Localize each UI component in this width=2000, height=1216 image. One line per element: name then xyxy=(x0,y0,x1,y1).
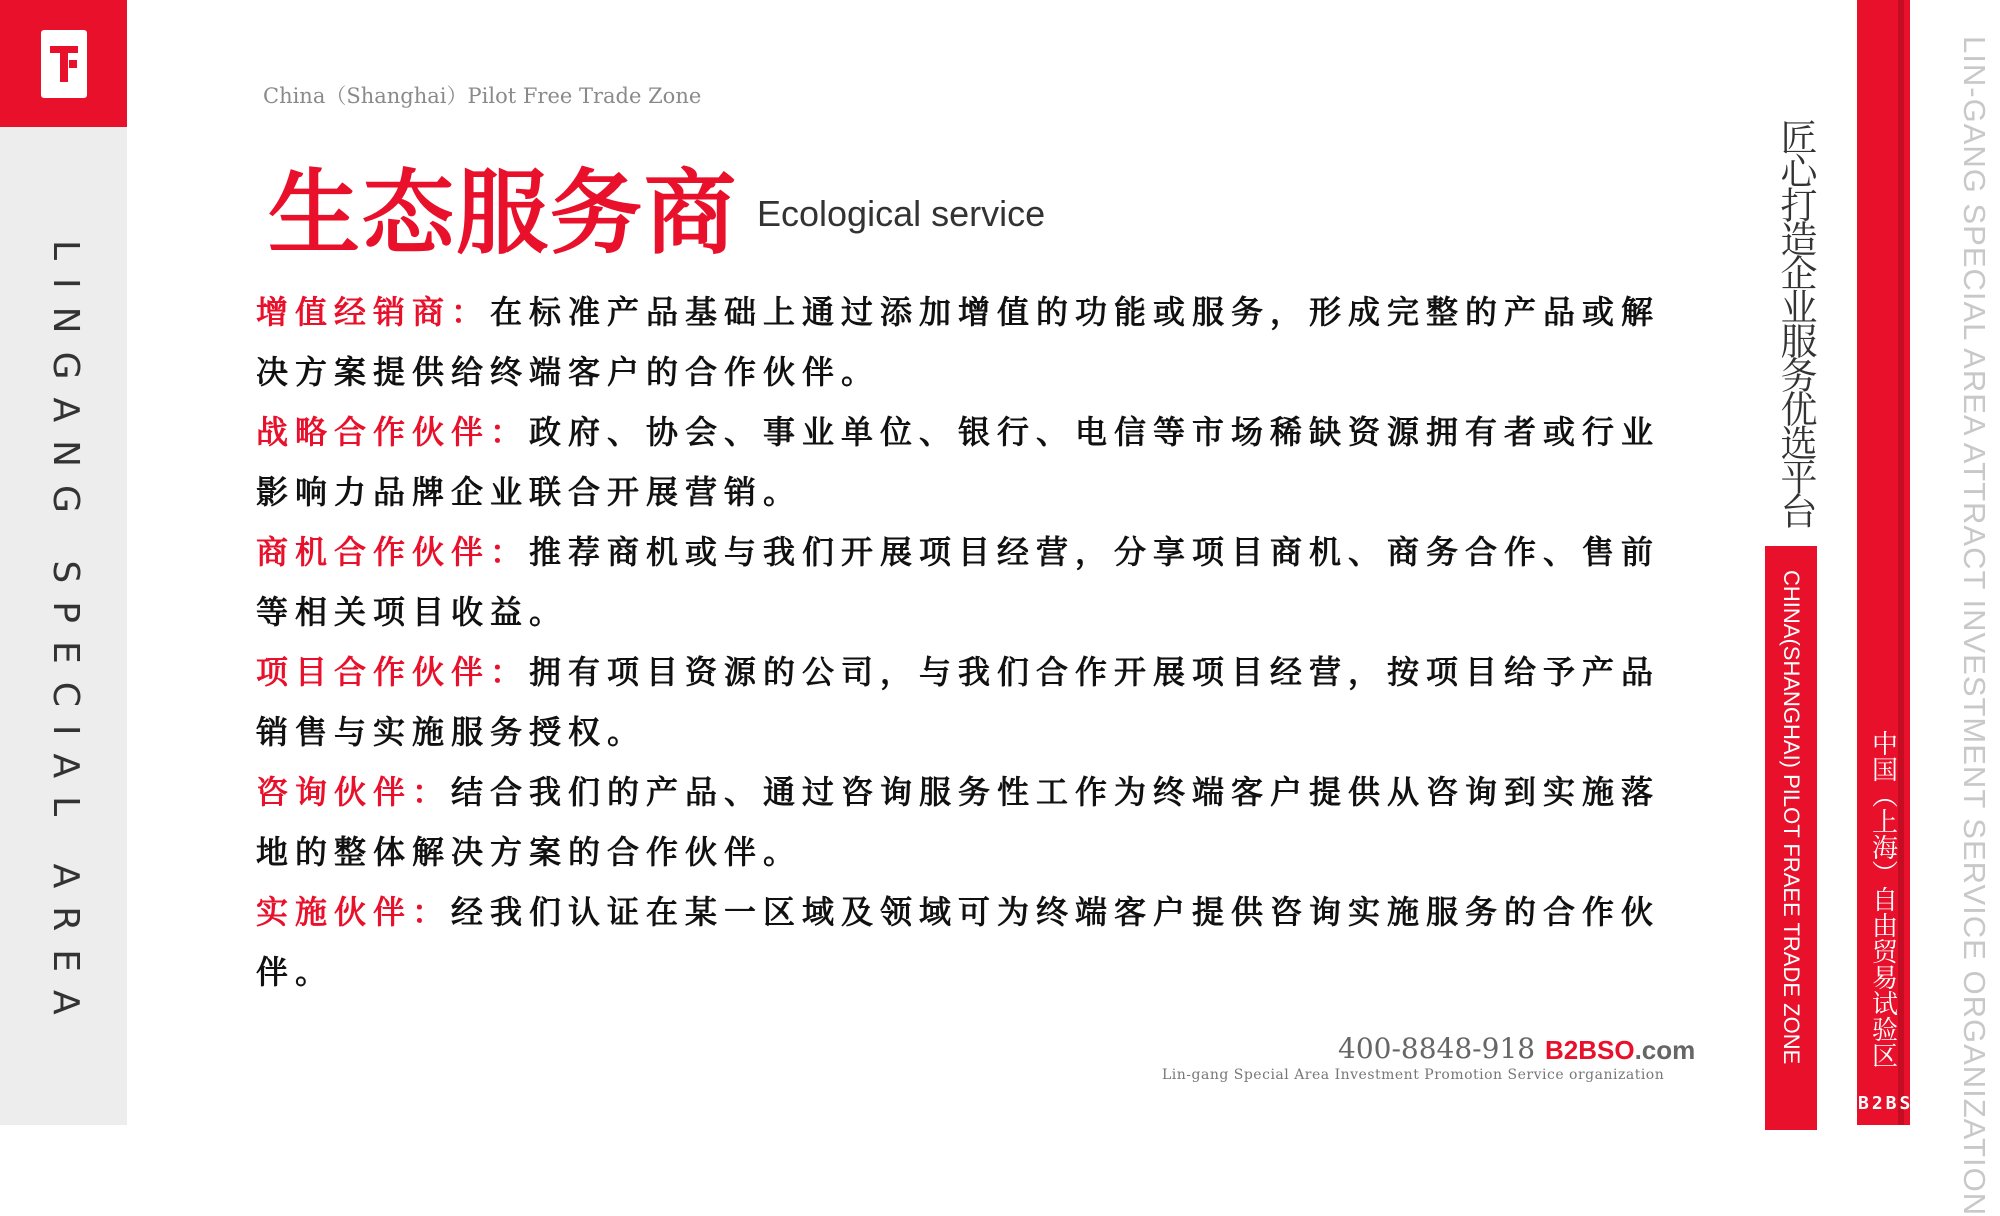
contact-phone[interactable]: 400-8848-918 xyxy=(1338,1032,1536,1065)
slogan-vertical: 匠心打造企业服务优选平台 xyxy=(1774,118,1817,526)
item-term: 商机合作伙伴： xyxy=(256,533,530,571)
list-item xyxy=(256,882,1686,1002)
item-desc: 在标准产品基础上通过添加增值的功能或服务，形成完整的产品或解决方案提供给终端客户的合作伙伴。 xyxy=(256,293,1661,391)
partner-list xyxy=(256,282,1686,1002)
page-title-en: Ecological service xyxy=(757,193,1046,234)
list-item xyxy=(256,282,1686,402)
list-item xyxy=(256,762,1686,882)
red-column-label: CHINA(SHANGHAI) PILOT FRAEE TRADE ZONE xyxy=(1779,570,1804,1065)
brand-name: B2BSO xyxy=(1545,1035,1635,1065)
red-bar-brand: B2BSO xyxy=(1858,1093,1928,1114)
left-vertical-label: LINGANG SPECIAL AREA xyxy=(45,240,86,1033)
page-title: 生态服务商 xyxy=(268,160,739,267)
item-term: 增值经销商： xyxy=(256,293,491,331)
list-item xyxy=(256,642,1686,762)
item-term: 战略合作伙伴： xyxy=(256,413,530,451)
list-item xyxy=(256,522,1686,642)
red-bar-label: 中国（上海）自由贸易试验区 xyxy=(1867,730,1898,1068)
contact-brand-link[interactable] xyxy=(1545,1035,1695,1066)
item-desc: 经我们认证在某一区域及领域可为终端客户提供咨询实施服务的合作伙伴。 xyxy=(256,893,1661,991)
item-term: 咨询伙伴： xyxy=(256,773,452,811)
brand-domain: .com xyxy=(1634,1035,1696,1065)
t-logo-icon xyxy=(41,30,87,98)
item-desc: 结合我们的产品、通过咨询服务性工作为终端客户提供从咨询到实施落地的整体解决方案的合作伙伴。 xyxy=(256,773,1661,871)
header-subtitle-en: China（Shanghai）Pilot Free Trade Zone xyxy=(263,84,702,108)
item-desc: 推荐商机或与我们开展项目经营，分享项目商机、商务合作、售前等相关项目收益。 xyxy=(256,533,1661,631)
right-vertical-label: LIN-GANG SPECIAL AREA ATTRACT INVESTMENT SERVICE ORGANIZATION xyxy=(1957,36,1992,1216)
item-term: 实施伙伴： xyxy=(256,893,452,931)
item-desc: 政府、协会、事业单位、银行、电信等市场稀缺资源拥有者或行业影响力品牌企业联合开展营销。 xyxy=(256,413,1661,511)
item-desc: 拥有项目资源的公司，与我们合作开展项目经营，按项目给予产品销售与实施服务授权。 xyxy=(256,653,1661,751)
contact-org: Lin-gang Special Area Investment Promotion Service organization xyxy=(1162,1067,1665,1083)
list-item xyxy=(256,402,1686,522)
brand-logo[interactable] xyxy=(0,0,127,127)
item-term: 项目合作伙伴： xyxy=(256,653,530,691)
